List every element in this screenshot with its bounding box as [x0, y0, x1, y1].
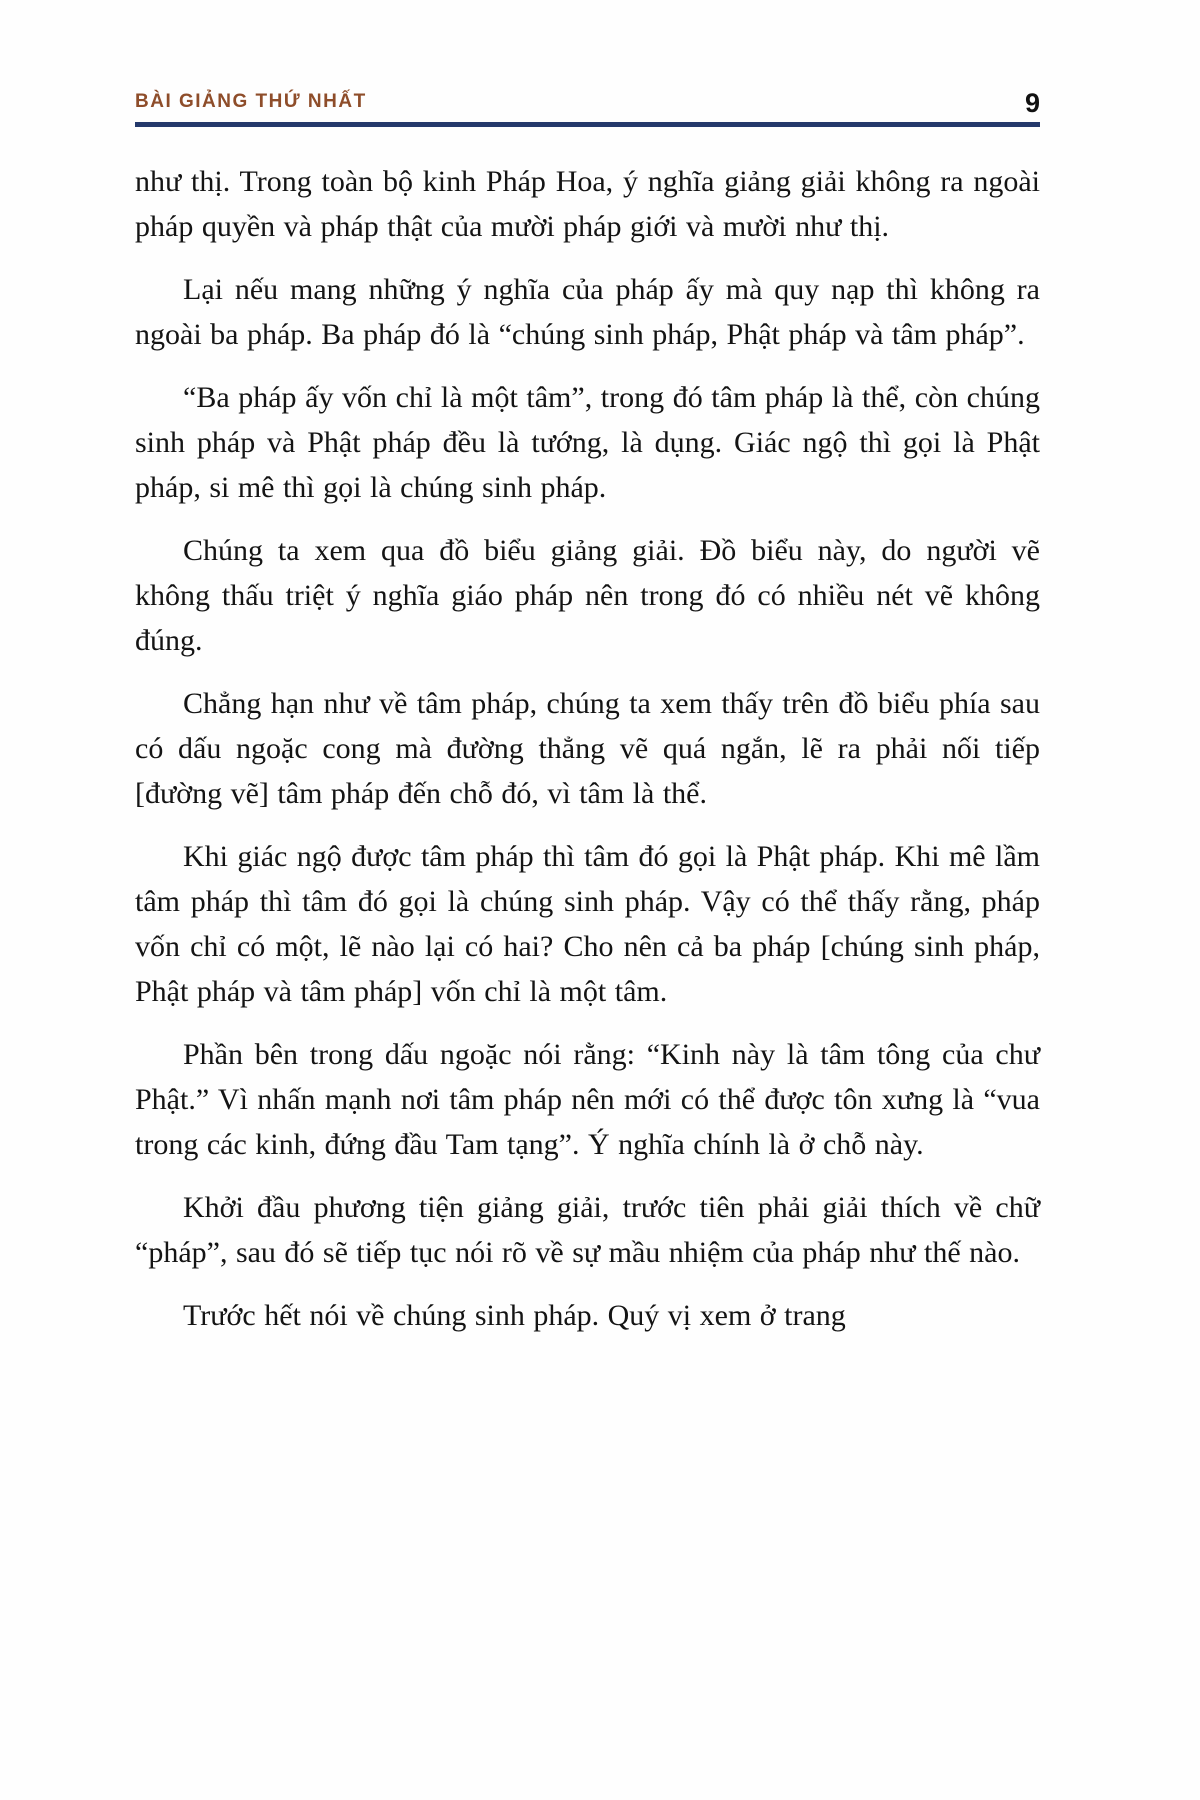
chapter-title: BÀI GIẢNG THỨ NHẤT: [135, 91, 367, 112]
paragraph-9: Trước hết nói về chúng sinh pháp. Quý vị xem ở trang: [183, 1299, 846, 1332]
paragraph-7: Phần bên trong dấu ngoặc nói rằng: “Kinh này là tâm tông của chư Phật.” Vì nhấn mạnh nơi tâm pháp nên mới có thể được tôn xưng là “vua trong các kinh, đứng đầu Tam tạng”. Ý nghĩa chính là ở chỗ này.: [135, 1038, 1040, 1161]
paragraph-6: Khi giác ngộ được tâm pháp thì tâm đó gọi là Phật pháp. Khi mê lầm tâm pháp thì tâm đó gọi là chúng sinh pháp. Vậy có thể thấy rằng, pháp vốn chỉ có một, lẽ nào lại có hai? Cho nên cả ba pháp [chúng sinh pháp, Phật pháp và tâm pháp] vốn chỉ là một tâm.: [135, 840, 1040, 1008]
paragraph-3: “Ba pháp ấy vốn chỉ là một tâm”, trong đó tâm pháp là thể, còn chúng sinh pháp và Phật pháp đều là tướng, là dụng. Giác ngộ thì gọi là Phật pháp, si mê thì gọi là chúng sinh pháp.: [135, 381, 1040, 504]
header-rule: [135, 122, 1040, 127]
body-text: [135, 159, 1040, 1338]
paragraph-8: Khởi đầu phương tiện giảng giải, trước tiên phải giải thích về chữ “pháp”, sau đó sẽ tiếp tục nói rõ về sự mầu nhiệm của pháp như thế nào.: [135, 1191, 1040, 1269]
paragraph-4: Chúng ta xem qua đồ biểu giảng giải. Đồ biểu này, do người vẽ không thấu triệt ý nghĩa giáo pháp nên trong đó có nhiều nét vẽ không đúng.: [135, 534, 1040, 657]
paragraph-5: Chẳng hạn như về tâm pháp, chúng ta xem thấy trên đồ biểu phía sau có dấu ngoặc cong mà đường thẳng vẽ quá ngắn, lẽ ra phải nối tiếp [đường vẽ] tâm pháp đến chỗ đó, vì tâm là thể.: [135, 687, 1040, 810]
paragraph-2: Lại nếu mang những ý nghĩa của pháp ấy mà quy nạp thì không ra ngoài ba pháp. Ba pháp đó là “chúng sinh pháp, Phật pháp và tâm pháp”.: [135, 273, 1040, 351]
running-head: [135, 86, 1040, 118]
paragraph-1: như thị. Trong toàn bộ kinh Pháp Hoa, ý nghĩa giảng giải không ra ngoài pháp quyền và pháp thật của mười pháp giới và mười như thị.: [135, 165, 1040, 243]
page-number: 9: [1024, 88, 1040, 118]
